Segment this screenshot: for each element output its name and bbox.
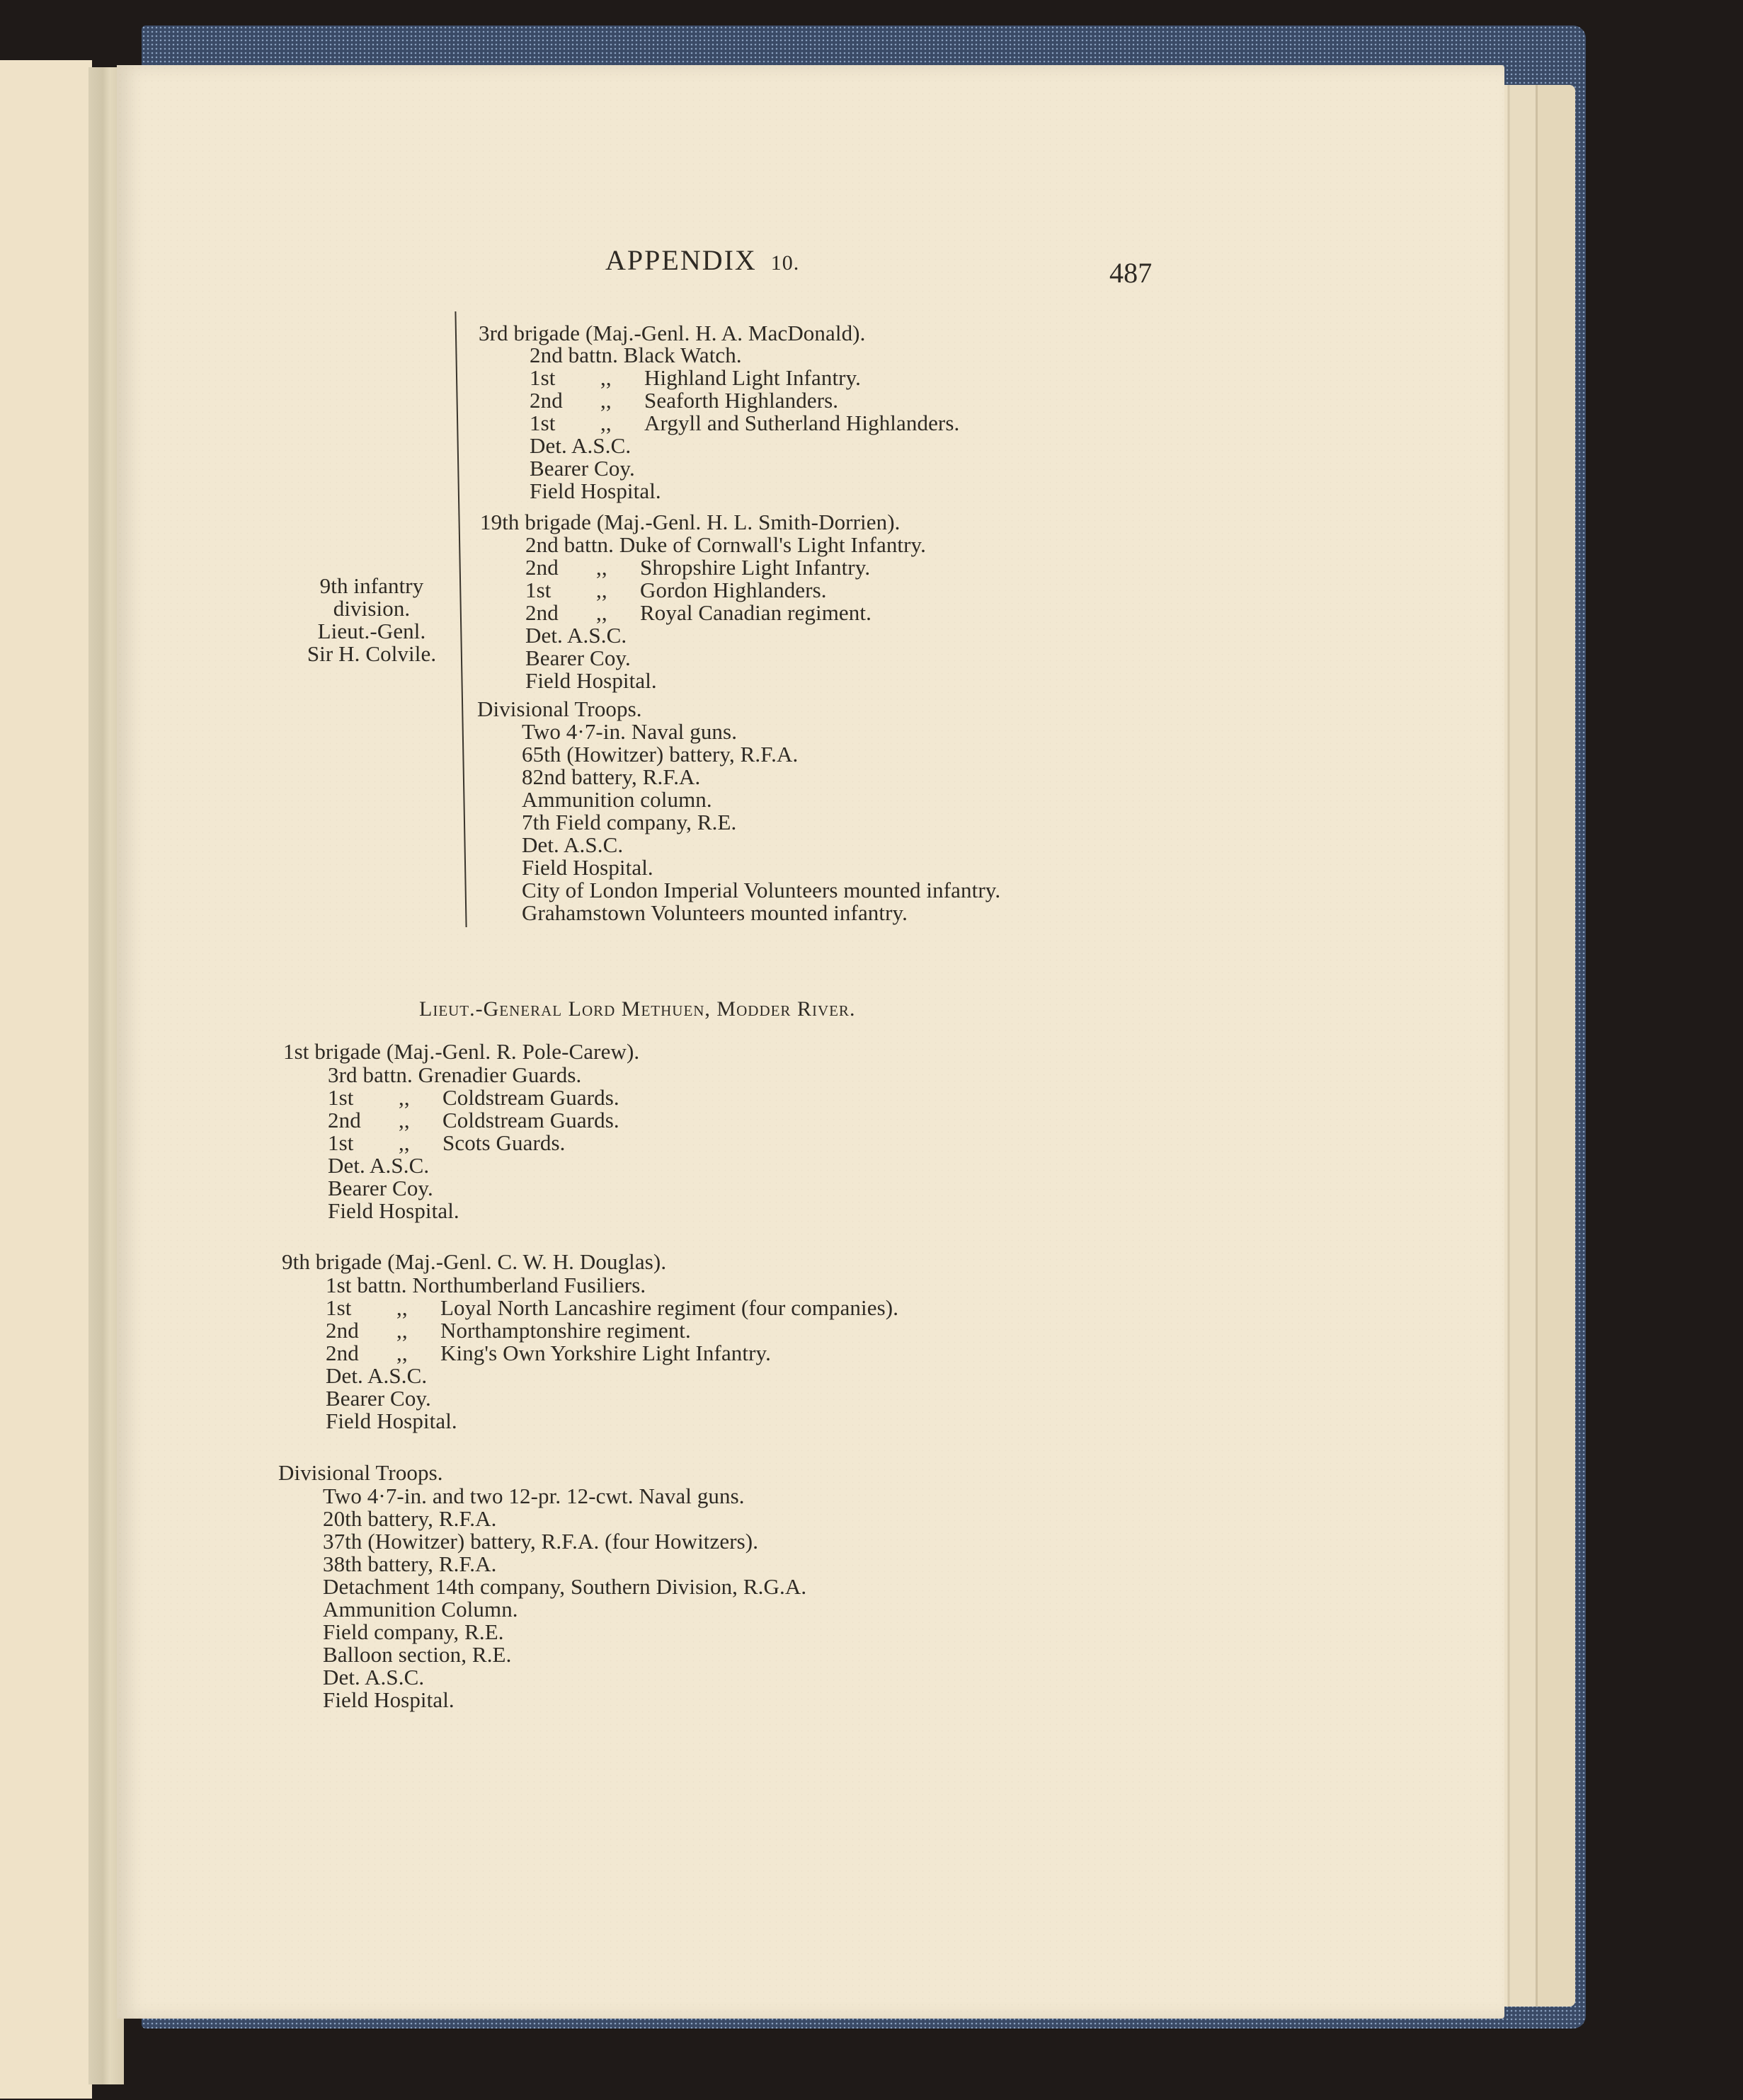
unit-ordinal: 2nd battn. — [530, 343, 618, 367]
troop-item: 38th battery, R.F.A. — [323, 1551, 497, 1576]
unit-extra: Bearer Coy. — [525, 646, 631, 670]
unit-ordinal: 2nd — [326, 1341, 359, 1365]
ditto-mark: ,, — [596, 578, 607, 602]
troop-item: Det. A.S.C. — [323, 1665, 425, 1689]
unit-ordinal: 2nd battn. — [525, 532, 614, 557]
unit-name: Scots Guards. — [442, 1130, 566, 1155]
ditto-mark: ,, — [396, 1318, 408, 1343]
unit-row — [525, 534, 926, 556]
appendix-title: APPENDIX — [605, 244, 757, 276]
unit-name: Northumberland Fusiliers. — [412, 1273, 646, 1297]
troop-item: Grahamstown Volunteers mounted infantry. — [522, 900, 908, 925]
unit-ordinal: 1st — [328, 1085, 354, 1110]
ditto-mark: ,, — [396, 1341, 408, 1365]
unit-ordinal: 1st battn. — [326, 1273, 407, 1297]
unit-name: Seaforth Highlanders. — [644, 388, 839, 413]
unit-ordinal: 1st — [326, 1295, 352, 1320]
unit-name: Northamptonshire regiment. — [440, 1318, 691, 1343]
brigade-3-units — [530, 344, 959, 503]
unit-name: Grenadier Guards. — [418, 1062, 582, 1087]
brigade-1-units — [328, 1064, 619, 1222]
unit-row — [530, 344, 959, 367]
unit-ordinal: 2nd — [328, 1108, 361, 1132]
troop-item: City of London Imperial Volunteers mounted infantry. — [522, 878, 1001, 902]
unit-name: Loyal North Lancashire regiment (four companies). — [440, 1295, 899, 1320]
divisional-troops-list — [522, 721, 1000, 924]
unit-row — [328, 1064, 619, 1086]
troop-item: 7th Field company, R.E. — [522, 810, 737, 834]
division-label-line: division. — [333, 596, 411, 621]
brigade-1-heading: 1st brigade (Maj.-Genl. R. Pole-Carew). — [283, 1039, 640, 1064]
unit-name: Coldstream Guards. — [442, 1108, 619, 1132]
unit-ordinal: 3rd battn. — [328, 1062, 413, 1087]
ditto-mark: ,, — [600, 388, 612, 413]
troop-item: 65th (Howitzer) battery, R.F.A. — [522, 742, 799, 767]
divisional-troops-heading: Divisional Troops. — [278, 1460, 443, 1485]
unit-name: Highland Light Infantry. — [644, 365, 862, 390]
unit-row — [328, 1109, 619, 1132]
unit-row — [525, 556, 926, 579]
unit-ordinal: 1st — [328, 1130, 354, 1155]
division-label-line: Sir H. Colvile. — [307, 641, 437, 666]
division-label-line: 9th infantry — [319, 573, 424, 598]
unit-ordinal: 1st — [530, 411, 556, 435]
unit-extra: Bearer Coy. — [326, 1386, 431, 1411]
ditto-mark: ,, — [399, 1108, 410, 1132]
ditto-mark: ,, — [596, 600, 607, 625]
unit-extra: Field Hospital. — [326, 1408, 457, 1433]
unit-row — [525, 579, 926, 602]
brigade-19-units — [525, 534, 926, 692]
unit-extra: Field Hospital. — [525, 668, 657, 693]
unit-row — [530, 367, 959, 389]
unit-row — [326, 1297, 898, 1319]
brigade-19-heading: 19th brigade (Maj.-Genl. H. L. Smith-Dorrien). — [480, 510, 901, 534]
unit-name: King's Own Yorkshire Light Infantry. — [440, 1341, 771, 1365]
ditto-mark: ,, — [396, 1295, 408, 1320]
unit-name: Coldstream Guards. — [442, 1085, 619, 1110]
unit-row — [328, 1132, 619, 1154]
unit-ordinal: 2nd — [525, 555, 559, 580]
unit-extra: Field Hospital. — [328, 1198, 459, 1223]
ditto-mark: ,, — [596, 555, 607, 580]
troop-item: Field Hospital. — [522, 855, 653, 880]
unit-name: Gordon Highlanders. — [640, 578, 827, 602]
troop-item: 20th battery, R.F.A. — [323, 1506, 497, 1531]
troop-item: 37th (Howitzer) battery, R.F.A. (four Howitzers). — [323, 1529, 759, 1554]
divisional-troops-list — [323, 1485, 806, 1711]
troop-item: Two 4·7-in. and two 12-pr. 12-cwt. Naval guns. — [323, 1484, 745, 1508]
unit-row — [328, 1086, 619, 1109]
troop-item: Two 4·7-in. Naval guns. — [522, 719, 738, 744]
troop-item: Ammunition Column. — [323, 1597, 518, 1622]
unit-row — [326, 1274, 898, 1297]
troop-item: Field company, R.E. — [323, 1619, 504, 1644]
unit-row — [525, 602, 926, 624]
unit-name: Shropshire Light Infantry. — [640, 555, 871, 580]
brigade-9-units — [326, 1274, 898, 1433]
troop-item: Balloon section, R.E. — [323, 1642, 512, 1667]
divisional-troops-heading: Divisional Troops. — [477, 696, 642, 721]
troop-item: Field Hospital. — [323, 1687, 455, 1712]
unit-extra: Det. A.S.C. — [328, 1153, 430, 1178]
unit-extra: Field Hospital. — [530, 478, 661, 503]
ditto-mark: ,, — [399, 1085, 410, 1110]
brigade-3-heading: 3rd brigade (Maj.-Genl. H. A. MacDonald). — [479, 321, 866, 345]
division-label-line: Lieut.-Genl. — [317, 619, 426, 643]
unit-ordinal: 1st — [530, 365, 556, 390]
page-number: 487 — [1109, 257, 1153, 289]
ditto-mark: ,, — [600, 411, 612, 435]
troop-item: Detachment 14th company, Southern Division, R.G.A. — [323, 1574, 807, 1599]
unit-ordinal: 2nd — [525, 600, 559, 625]
troop-item: Det. A.S.C. — [522, 832, 624, 857]
section-heading: Lieut.-General Lord Methuen, Modder River. — [419, 997, 856, 1021]
unit-extra: Bearer Coy. — [328, 1176, 433, 1200]
unit-row — [326, 1342, 898, 1365]
unit-ordinal: 1st — [525, 578, 552, 602]
appendix-number: 10. — [770, 251, 800, 275]
unit-extra: Det. A.S.C. — [530, 433, 632, 458]
left-facing-page — [0, 60, 92, 2099]
unit-extra: Det. A.S.C. — [525, 623, 627, 648]
unit-name: Duke of Cornwall's Light Infantry. — [619, 532, 926, 557]
unit-row — [326, 1319, 898, 1342]
unit-extra: Bearer Coy. — [530, 456, 635, 481]
unit-name: Black Watch. — [623, 343, 742, 367]
unit-ordinal: 2nd — [326, 1318, 359, 1343]
division-label — [283, 575, 460, 665]
troop-item: Ammunition column. — [522, 787, 712, 812]
ditto-mark: ,, — [399, 1130, 410, 1155]
unit-row — [530, 389, 959, 412]
unit-name: Argyll and Sutherland Highlanders. — [644, 411, 960, 435]
unit-ordinal: 2nd — [530, 388, 563, 413]
unit-name: Royal Canadian regiment. — [640, 600, 872, 625]
ditto-mark: ,, — [600, 365, 612, 390]
unit-row — [530, 412, 959, 435]
troop-item: 82nd battery, R.F.A. — [522, 764, 701, 789]
unit-extra: Det. A.S.C. — [326, 1363, 428, 1388]
running-head — [605, 244, 800, 276]
brigade-9-heading: 9th brigade (Maj.-Genl. C. W. H. Douglas). — [282, 1249, 667, 1274]
